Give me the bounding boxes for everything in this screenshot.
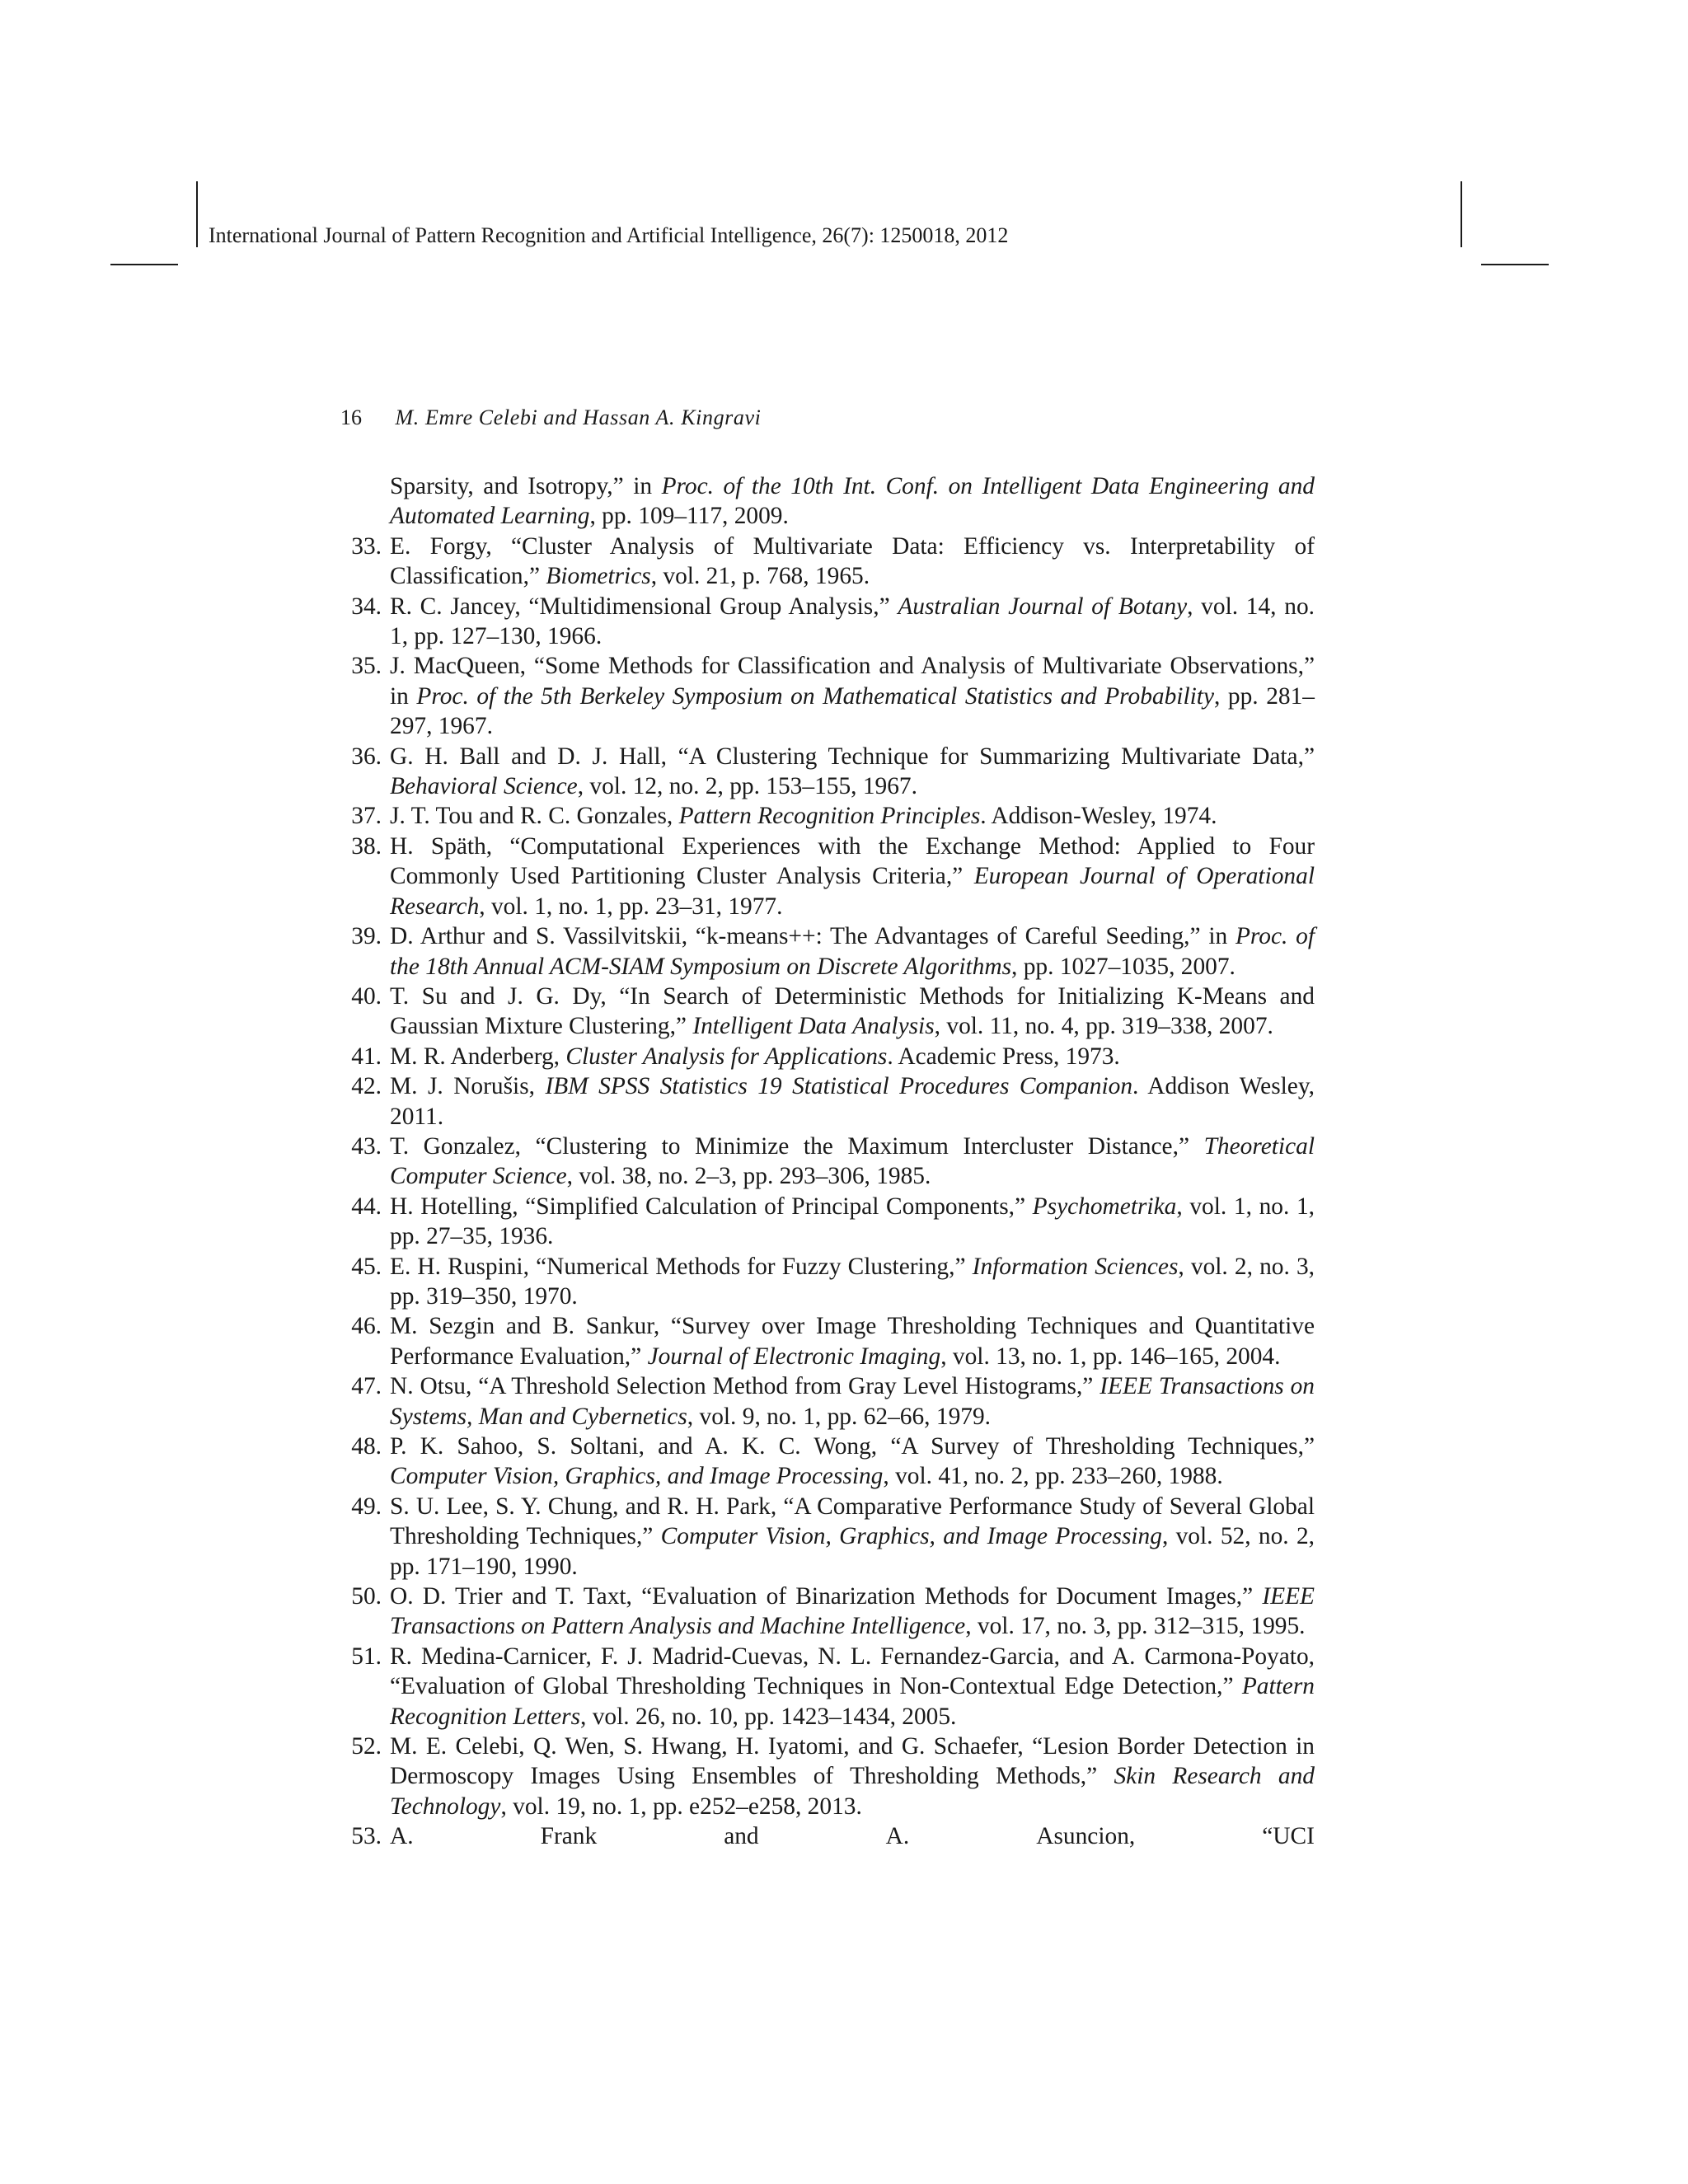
ref-text: R. Medina-Carnicer, F. J. Madrid-Cuevas, N. L. Fernandez-Garcia, and A. Carmona-Poyato, “Evaluation of Global Thresholding Techniques in Non-Contextual Edge Detection,” bbox=[390, 1643, 1315, 1700]
ref-text: E. H. Ruspini, “Numerical Methods for Fuzzy Clustering,” bbox=[390, 1253, 973, 1280]
ref-number: 35. bbox=[351, 653, 382, 680]
ref-number: 53. bbox=[351, 1823, 382, 1850]
ref-text-tail: , vol. 17, no. 3, pp. 312–315, 1995. bbox=[965, 1613, 1306, 1640]
ref-venue: Proc. of the 18th Annual ACM-SIAM Symposium on Discrete Algorithms bbox=[390, 923, 1315, 980]
crop-mark-right-vertical bbox=[1461, 181, 1462, 247]
ref-word: “UCI bbox=[1262, 1823, 1315, 1850]
ref-number: 36. bbox=[351, 743, 382, 770]
ref-text: Sparsity, and Isotropy,” in bbox=[390, 473, 662, 499]
ref-text: M. J. Norušis, bbox=[390, 1073, 546, 1100]
reference-item bbox=[340, 592, 1315, 652]
ref-venue: Computer Vision, Graphics, and Image Processing bbox=[660, 1523, 1162, 1550]
reference-item bbox=[340, 1492, 1315, 1582]
ref-venue: Psychometrika bbox=[1032, 1193, 1177, 1220]
ref-venue: Cluster Analysis for Applications bbox=[565, 1043, 888, 1070]
ref-venue: Skin Research and Technology bbox=[390, 1763, 1315, 1820]
reference-item bbox=[340, 1582, 1315, 1642]
ref-word: A. bbox=[885, 1823, 910, 1850]
ref-text: T. Gonzalez, “Clustering to Minimize the Maximum Intercluster Distance,” bbox=[390, 1132, 1204, 1160]
ref-text-tail: . Addison Wesley, 2011. bbox=[390, 1073, 1315, 1130]
ref-text: J. MacQueen, “Some Methods for Classification and Analysis of Multivariate Observations,” in bbox=[390, 653, 1315, 710]
ref-text: H. Hotelling, “Simplified Calculation of Principal Components,” bbox=[390, 1193, 1033, 1220]
reference-item bbox=[340, 1192, 1315, 1252]
ref-text: O. D. Trier and T. Taxt, “Evaluation of Binarization Methods for Document Images,” bbox=[390, 1583, 1263, 1610]
ref-venue: Behavioral Science bbox=[390, 773, 578, 800]
ref-number: 42. bbox=[351, 1073, 382, 1100]
ref-text-tail: , vol. 1, no. 1, pp. 27–35, 1936. bbox=[390, 1193, 1315, 1250]
ref-text-tail: , vol. 1, no. 1, pp. 23–31, 1977. bbox=[479, 893, 783, 920]
reference-item bbox=[340, 1311, 1315, 1371]
ref-text: M. Sezgin and B. Sankur, “Survey over Image Thresholding Techniques and Quantitative Performance Evaluation,” bbox=[390, 1313, 1315, 1370]
ref-number: 34. bbox=[351, 593, 382, 620]
ref-number: 48. bbox=[351, 1433, 382, 1460]
reference-item bbox=[340, 1252, 1315, 1312]
ref-venue: Information Sciences bbox=[972, 1253, 1179, 1280]
ref-text-tail: , vol. 11, no. 4, pp. 319–338, 2007. bbox=[934, 1013, 1273, 1040]
ref-text-tail: , vol. 26, no. 10, pp. 1423–1434, 2005. bbox=[580, 1703, 957, 1730]
reference-item bbox=[340, 651, 1315, 741]
ref-text-tail: , vol. 13, no. 1, pp. 146–165, 2004. bbox=[940, 1343, 1281, 1370]
reference-item bbox=[340, 1071, 1315, 1132]
ref-text-tail: , vol. 21, p. 768, 1965. bbox=[650, 563, 870, 590]
ref-text-tail: , pp. 281–297, 1967. bbox=[390, 682, 1315, 740]
ref-word: Asuncion, bbox=[1036, 1823, 1136, 1850]
ref-text-tail: , vol. 12, no. 2, pp. 153–155, 1967. bbox=[577, 773, 917, 800]
ref-venue: Computer Vision, Graphics, and Image Processing bbox=[390, 1463, 884, 1490]
ref-text: M. R. Anderberg, bbox=[390, 1043, 566, 1070]
reference-item bbox=[340, 1432, 1315, 1492]
reference-item bbox=[340, 1732, 1315, 1821]
page-number: 16 bbox=[340, 405, 362, 429]
reference-item bbox=[340, 832, 1315, 921]
reference-item bbox=[340, 982, 1315, 1042]
journal-header: International Journal of Pattern Recognition and Artificial Intelligence, 26(7): 1250018, 2012 bbox=[209, 223, 1009, 247]
ref-word: Frank bbox=[540, 1823, 598, 1850]
ref-text-tail: , vol. 14, no. 1, pp. 127–130, 1966. bbox=[390, 593, 1315, 650]
ref-venue: Biometrics bbox=[546, 563, 651, 590]
ref-text: T. Su and J. G. Dy, “In Search of Deterministic Methods for Initializing K-Means and Gaussian Mixture Clustering,” bbox=[390, 982, 1315, 1040]
ref-text-tail: , vol. 2, no. 3, pp. 319–350, 1970. bbox=[390, 1253, 1315, 1310]
ref-text-tail: , vol. 41, no. 2, pp. 233–260, 1988. bbox=[883, 1463, 1223, 1490]
ref-text: J. T. Tou and R. C. Gonzales, bbox=[390, 803, 679, 830]
ref-venue: Proc. of the 5th Berkeley Symposium on Mathematical Statistics and Probability bbox=[416, 682, 1215, 710]
ref-number: 38. bbox=[351, 832, 382, 860]
ref-text: M. E. Celebi, Q. Wen, S. Hwang, H. Iyatomi, and G. Schaefer, “Lesion Border Detection in Dermoscopy Images Using Ensembles of Thresholding Methods,” bbox=[390, 1733, 1315, 1790]
ref-venue: Theoretical Computer Science bbox=[390, 1132, 1315, 1190]
ref-text: E. Forgy, “Cluster Analysis of Multivariate Data: Efficiency vs. Interpretability of Classification,” bbox=[390, 532, 1315, 590]
ref-number: 50. bbox=[351, 1583, 382, 1610]
ref-number: 43. bbox=[351, 1132, 382, 1160]
ref-venue: IEEE Transactions on Pattern Analysis and Machine Intelligence bbox=[390, 1583, 1315, 1640]
ref-word: A. bbox=[390, 1823, 414, 1850]
reference-item bbox=[340, 801, 1315, 831]
ref-number: 46. bbox=[351, 1313, 382, 1340]
ref-number: 49. bbox=[351, 1493, 382, 1520]
crop-mark-left-horizontal bbox=[110, 264, 178, 265]
ref-number: 37. bbox=[351, 803, 382, 830]
reference-item bbox=[340, 1132, 1315, 1192]
ref-text-tail: . Academic Press, 1973. bbox=[887, 1043, 1120, 1070]
ref-word: and bbox=[724, 1823, 759, 1850]
reference-item bbox=[340, 1042, 1315, 1071]
ref-text-tail: , pp. 109–117, 2009. bbox=[589, 503, 789, 530]
running-authors: M. Emre Celebi and Hassan A. Kingravi bbox=[395, 405, 762, 429]
ref-text-tail: , pp. 1027–1035, 2007. bbox=[1011, 953, 1236, 980]
ref-text: S. U. Lee, S. Y. Chung, and R. H. Park, “A Comparative Performance Study of Several Global Thresholding Techniques,” bbox=[390, 1493, 1315, 1550]
ref-text: N. Otsu, “A Threshold Selection Method from Gray Level Histograms,” bbox=[390, 1373, 1100, 1400]
ref-venue: Intelligent Data Analysis bbox=[692, 1013, 935, 1040]
ref-number: 51. bbox=[351, 1643, 382, 1670]
ref-venue: IEEE Transactions on Systems, Man and Cybernetics bbox=[390, 1373, 1315, 1430]
ref-venue: Australian Journal of Botany bbox=[898, 593, 1188, 620]
ref-number: 39. bbox=[351, 923, 382, 950]
running-head bbox=[340, 405, 761, 430]
crop-mark-left-vertical bbox=[196, 181, 198, 247]
ref-number: 40. bbox=[351, 982, 382, 1010]
ref-text-tail: , vol. 38, no. 2–3, pp. 293–306, 1985. bbox=[566, 1163, 931, 1190]
ref-venue: Pattern Recognition Letters bbox=[390, 1673, 1315, 1730]
ref-venue: Proc. of the 10th Int. Conf. on Intelligent Data Engineering and Automated Learning bbox=[390, 473, 1315, 530]
ref-number: 52. bbox=[351, 1733, 382, 1760]
ref-venue: Pattern Recognition Principles bbox=[678, 803, 981, 830]
ref-number: 41. bbox=[351, 1043, 382, 1070]
reference-item bbox=[340, 1642, 1315, 1732]
ref-number: 44. bbox=[351, 1193, 382, 1220]
ref-text-tail: , vol. 9, no. 1, pp. 62–66, 1979. bbox=[687, 1403, 991, 1430]
reference-list bbox=[340, 471, 1315, 1852]
ref-number: 47. bbox=[351, 1373, 382, 1400]
crop-mark-right-horizontal bbox=[1481, 264, 1549, 265]
ref-text: H. Späth, “Computational Experiences with the Exchange Method: Applied to Four Commonly Used Partitioning Cluster Analysis Criteria,” bbox=[390, 832, 1315, 890]
ref-text: G. H. Ball and D. J. Hall, “A Clustering Technique for Summarizing Multivariate Data,” bbox=[390, 743, 1315, 770]
reference-continuation bbox=[340, 471, 1315, 532]
reference-item bbox=[340, 921, 1315, 982]
ref-text: P. K. Sahoo, S. Soltani, and A. K. C. Wong, “A Survey of Thresholding Techniques,” bbox=[390, 1433, 1315, 1460]
ref-venue: European Journal of Operational Research bbox=[390, 863, 1315, 920]
ref-text-tail: , vol. 52, no. 2, pp. 171–190, 1990. bbox=[390, 1523, 1315, 1580]
ref-venue: IBM SPSS Statistics 19 Statistical Procedures Companion bbox=[545, 1073, 1133, 1100]
reference-item bbox=[340, 532, 1315, 592]
ref-number: 33. bbox=[351, 532, 382, 560]
ref-number: 45. bbox=[351, 1253, 382, 1280]
reference-item-last bbox=[340, 1821, 1315, 1851]
reference-item bbox=[340, 742, 1315, 802]
ref-text-tail: , vol. 19, no. 1, pp. e252–e258, 2013. bbox=[500, 1793, 862, 1820]
ref-text-tail: . Addison-Wesley, 1974. bbox=[980, 803, 1217, 830]
reference-item bbox=[340, 1371, 1315, 1432]
ref-venue: Journal of Electronic Imaging bbox=[647, 1343, 941, 1370]
ref-text: R. C. Jancey, “Multidimensional Group Analysis,” bbox=[390, 593, 898, 620]
ref-text: D. Arthur and S. Vassilvitskii, “k-means++: The Advantages of Careful Seeding,” in bbox=[390, 923, 1236, 950]
